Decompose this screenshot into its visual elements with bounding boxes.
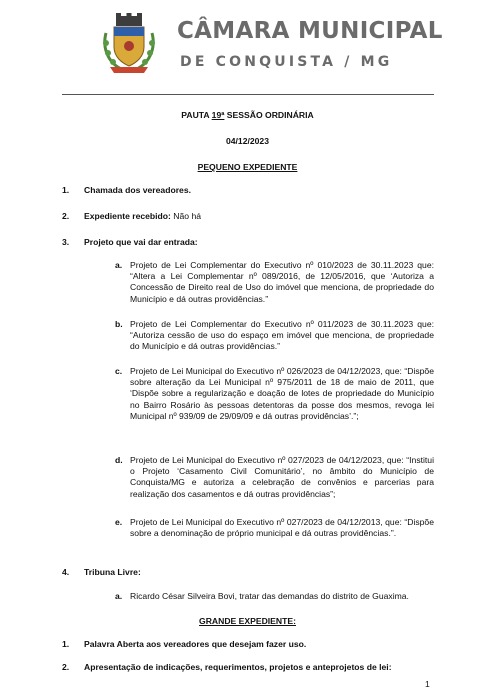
session-number: 19ª [211, 110, 225, 120]
agenda-title: PAUTA 19ª SESSÃO ORDINÁRIA [181, 110, 314, 120]
project-letter: e. [115, 517, 123, 527]
list-item: Palavra Aberta aos vereadores que desejam fazer uso. [84, 639, 307, 649]
letterhead [0, 0, 495, 92]
project-text: Projeto de Lei Complementar do Executivo nº 010/2023 de 30.11.2023 que: “Altera a Lei Complementar nº 089/2016, de 12/05/2016, que ‘Autoriza a Concessão de Direito real de Uso do imóvel que menciona, de propriedade do Município e dá outras providências.” [130, 260, 434, 304]
project-letter: a. [115, 260, 123, 270]
list-item: Expediente recebido: Não há [84, 211, 202, 221]
project-letter: b. [115, 319, 123, 329]
project-letter: c. [115, 366, 123, 376]
item-number: 4. [62, 567, 70, 577]
project-text: Projeto de Lei Municipal do Executivo nº 026/2023 de 04/12/2023, que: “Dispõe sobre alteração da Lei Municipal nº 975/2011 de 18 de maio de 2011, que ‘Dispõe sobre a regularização e doação de lotes de propriedade do Município no Bairro Rosário às pessoas detentoras da posse dos mesmos, revoga lei Municipal nº 939/09 de 29/09/09 e dá outras providências’.”; [130, 366, 434, 421]
list-item: Chamada dos vereadores. [84, 185, 191, 195]
project-text: Projeto de Lei Municipal do Executivo nº 027/2023 de 04/12/2013, que: “Dispõe sobre a denominação de próprio municipal e dá outras providências.”. [130, 517, 434, 539]
list-item: Projeto que vai dar entrada: [84, 237, 198, 247]
section-pequeno-expediente: PEQUENO EXPEDIENTE [197, 162, 298, 172]
item-number: 1. [62, 185, 70, 195]
item-number: 2. [62, 211, 70, 221]
item-number: 3. [62, 237, 70, 247]
tribuna-letter: a. [115, 591, 123, 601]
header-title: CÂMARA MUNICIPAL [177, 18, 443, 44]
tribuna-text: Ricardo César Silveira Bovi, tratar das demandas do distrito de Guaxima. [130, 591, 409, 601]
tribuna-livre-label: Tribuna Livre: [84, 567, 141, 577]
item-number: 2. [62, 662, 70, 672]
list-item: Apresentação de indicações, requerimentos, projetos e anteprojetos de lei: [84, 662, 392, 672]
project-text: Projeto de Lei Municipal do Executivo nº 027/2023 de 04/12/2023, que: “Institui o Projeto ‘Casamento Civil Comunitário’, no âmbito do Município de Conquista/MG e autoriza a celebração de convênios e parcerias para realização dos casamentos e dá outras providências”; [130, 455, 434, 499]
project-letter: d. [115, 455, 123, 465]
project-text: Projeto de Lei Complementar do Executivo nº 011/2023 de 30.11.2023 que: “Autoriza cessão de uso do espaço em imóvel que menciona, de propriedade do Município e dá outras providências.” [130, 319, 434, 352]
item-number: 1. [62, 639, 70, 649]
section-grande-expediente: GRANDE EXPEDIENTE: [199, 616, 296, 626]
header-subtitle: DE CONQUISTA / MG [180, 54, 393, 70]
municipal-coat-of-arms-icon [100, 13, 158, 75]
header-divider [62, 94, 434, 95]
page-number: 1 [425, 679, 430, 689]
agenda-date: 04/12/2023 [225, 136, 269, 146]
